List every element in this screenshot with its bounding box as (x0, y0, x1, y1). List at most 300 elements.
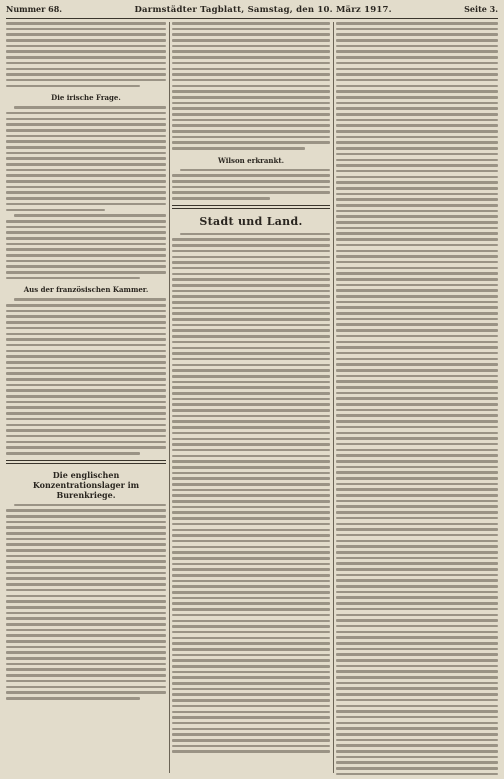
text-line (172, 22, 330, 25)
text-line (172, 102, 330, 105)
text-line (336, 517, 498, 520)
text-line (172, 375, 330, 378)
text-line (336, 136, 498, 139)
text-line (336, 443, 498, 446)
text-line (6, 68, 166, 71)
text-line (172, 466, 330, 469)
text-line (336, 141, 498, 144)
column-middle (172, 22, 330, 775)
text-line (6, 674, 166, 677)
text-line (336, 238, 498, 241)
text-line (6, 243, 166, 246)
text-line (336, 619, 498, 622)
text-line (336, 85, 498, 88)
text-line (6, 304, 166, 307)
article-body (172, 233, 330, 753)
text-line (6, 572, 166, 575)
text-line (336, 631, 498, 634)
text-line (336, 289, 498, 292)
text-line (336, 272, 498, 275)
text-line (6, 350, 166, 353)
text-line (336, 107, 498, 110)
text-line (172, 312, 330, 315)
text-line (336, 45, 498, 48)
text-line (6, 163, 166, 166)
text-line (172, 620, 330, 623)
text-line (336, 432, 498, 435)
text-line (172, 174, 330, 177)
text-line (172, 546, 330, 549)
text-line (336, 773, 498, 775)
text-line (172, 318, 330, 321)
text-line (336, 437, 498, 440)
text-line (336, 50, 498, 53)
text-line (336, 210, 498, 213)
text-line (172, 631, 330, 634)
text-line (336, 574, 498, 577)
text-line (336, 284, 498, 287)
text-line (172, 489, 330, 492)
text-line (172, 460, 330, 463)
text-line (6, 566, 166, 569)
text-line (6, 521, 166, 524)
text-line (6, 315, 166, 318)
text-line (336, 62, 498, 65)
text-line (336, 301, 498, 304)
text-line (6, 333, 166, 336)
text-line (6, 112, 166, 115)
text-line (6, 180, 166, 183)
text-line (336, 534, 498, 537)
text-line (336, 653, 498, 656)
text-line (6, 538, 166, 541)
article-body (6, 106, 166, 279)
text-line (336, 602, 498, 605)
text-line (172, 392, 330, 395)
text-line (6, 254, 166, 257)
text-line (172, 398, 330, 401)
text-line (172, 693, 330, 696)
text-line (336, 591, 498, 594)
text-line (172, 750, 330, 753)
text-line (336, 705, 498, 708)
text-line (172, 676, 330, 679)
text-line (6, 384, 166, 387)
text-line (6, 640, 166, 643)
text-line (172, 381, 330, 384)
text-line (172, 500, 330, 503)
text-line (336, 579, 498, 582)
text-line (336, 181, 498, 184)
text-line (172, 79, 330, 82)
text-line (172, 671, 330, 674)
text-line (6, 56, 166, 59)
text-line (336, 614, 498, 617)
text-line (172, 699, 330, 702)
text-line (336, 392, 498, 395)
text-line (6, 577, 166, 580)
text-line (172, 574, 330, 577)
text-line (6, 45, 166, 48)
text-line (6, 226, 166, 229)
text-line (172, 386, 330, 389)
text-line (6, 372, 166, 375)
text-line (172, 244, 330, 247)
header-rule (6, 18, 498, 19)
text-line (336, 204, 498, 207)
text-line (172, 637, 330, 640)
text-line (6, 401, 166, 404)
text-line (172, 711, 330, 714)
text-line (336, 716, 498, 719)
text-line (172, 534, 330, 537)
text-line (336, 255, 498, 258)
text-line (172, 625, 330, 628)
text-line (14, 298, 166, 301)
text-line (336, 750, 498, 753)
issue-number: Nummer 68. (6, 4, 63, 14)
text-line (336, 562, 498, 565)
text-line (336, 363, 498, 366)
text-line (336, 329, 498, 332)
text-line (172, 290, 330, 293)
text-line (6, 118, 166, 121)
text-line (172, 426, 330, 429)
text-line (172, 352, 330, 355)
text-line (336, 153, 498, 156)
text-line (6, 526, 166, 529)
text-line (14, 106, 166, 109)
text-line (172, 307, 330, 310)
text-line (6, 271, 166, 274)
text-line (6, 277, 140, 280)
text-line (336, 187, 498, 190)
text-line (6, 135, 166, 138)
text-line (6, 344, 166, 347)
text-line (336, 397, 498, 400)
article-heading: Die englischen Konzentrationslager im Burenkriege. (32, 469, 140, 500)
text-line (6, 361, 166, 364)
text-line (336, 164, 498, 167)
text-line (336, 352, 498, 355)
text-line (172, 73, 330, 76)
text-line (6, 663, 166, 666)
text-line (172, 529, 330, 532)
text-line (172, 585, 330, 588)
text-line (336, 756, 498, 759)
text-line (172, 472, 330, 475)
text-line (6, 429, 166, 432)
text-line (172, 341, 330, 344)
column-left (6, 22, 166, 775)
text-line (336, 648, 498, 651)
text-line (336, 386, 498, 389)
text-line (172, 329, 330, 332)
article-heading: Aus der französischen Kammer. (23, 285, 149, 295)
text-line (336, 426, 498, 429)
text-line (172, 568, 330, 571)
text-line (172, 506, 330, 509)
text-line (172, 124, 330, 127)
text-line (6, 39, 166, 42)
text-line (172, 273, 330, 276)
text-line (172, 197, 270, 200)
text-line (336, 73, 498, 76)
text-line (172, 739, 330, 742)
text-line (6, 629, 166, 632)
article-body (336, 22, 498, 775)
text-line (336, 466, 498, 469)
text-line (6, 28, 166, 31)
text-line (6, 79, 166, 82)
text-line (172, 284, 330, 287)
text-line (336, 471, 498, 474)
text-line (6, 174, 166, 177)
text-line (172, 191, 330, 194)
text-line (336, 449, 498, 452)
text-line (172, 438, 330, 441)
text-line (6, 589, 166, 592)
text-line (6, 389, 166, 392)
text-line (336, 130, 498, 133)
text-line (172, 591, 330, 594)
text-line (172, 68, 330, 71)
text-line (336, 494, 498, 497)
text-line (172, 130, 330, 133)
page-number: Seite 3. (464, 4, 498, 14)
text-line (172, 523, 330, 526)
text-line (336, 176, 498, 179)
section-rule (6, 460, 166, 464)
text-line (172, 659, 330, 662)
text-line (6, 651, 166, 654)
text-line (6, 220, 166, 223)
text-line (172, 602, 330, 605)
text-line (336, 56, 498, 59)
text-line (6, 435, 166, 438)
text-line (336, 306, 498, 309)
text-line (6, 555, 166, 558)
text-line (336, 636, 498, 639)
text-line (180, 233, 330, 236)
text-line (172, 557, 330, 560)
text-line (6, 367, 166, 370)
article-heading: Die irische Frage. (51, 93, 121, 103)
text-line (172, 648, 330, 651)
text-line (172, 50, 330, 53)
text-line (336, 420, 498, 423)
text-line (336, 119, 498, 122)
page-header (6, 4, 498, 18)
text-line (172, 517, 330, 520)
text-line (172, 716, 330, 719)
text-line (6, 378, 166, 381)
text-line (336, 545, 498, 548)
text-line (336, 409, 498, 412)
text-line (336, 488, 498, 491)
text-line (6, 197, 166, 200)
text-line (172, 119, 330, 122)
text-line (336, 380, 498, 383)
text-line (336, 403, 498, 406)
text-line (336, 147, 498, 150)
text-line (6, 452, 140, 455)
text-line (6, 146, 166, 149)
text-line (336, 278, 498, 281)
text-line (6, 446, 166, 449)
text-line (336, 596, 498, 599)
text-line (6, 123, 166, 126)
text-line (336, 710, 498, 713)
text-line (336, 585, 498, 588)
text-line (180, 169, 330, 172)
text-line (6, 260, 166, 263)
text-line (172, 745, 330, 748)
text-line (6, 549, 166, 552)
text-line (14, 214, 166, 217)
text-line (172, 261, 330, 264)
text-line (172, 85, 330, 88)
text-line (172, 62, 330, 65)
text-line (336, 159, 498, 162)
text-line (6, 209, 105, 212)
text-line (172, 147, 305, 150)
text-line (336, 551, 498, 554)
text-line (336, 739, 498, 742)
text-line (6, 50, 166, 53)
text-line (336, 215, 498, 218)
text-line (6, 395, 166, 398)
text-line (6, 686, 166, 689)
text-line (172, 364, 330, 367)
text-line (336, 505, 498, 508)
text-line (172, 449, 330, 452)
text-line (336, 568, 498, 571)
text-line (172, 295, 330, 298)
text-line (6, 595, 166, 598)
text-line (6, 152, 166, 155)
text-line (336, 68, 498, 71)
text-line (336, 295, 498, 298)
text-line (336, 733, 498, 736)
text-line (336, 540, 498, 543)
text-line (336, 39, 498, 42)
text-line (6, 73, 166, 76)
text-line (172, 39, 330, 42)
text-line (172, 728, 330, 731)
text-line (336, 557, 498, 560)
text-line (336, 323, 498, 326)
text-line (336, 244, 498, 247)
text-line (336, 198, 498, 201)
text-line (172, 722, 330, 725)
text-line (14, 504, 166, 507)
text-line (336, 744, 498, 747)
text-line (6, 418, 166, 421)
text-line (6, 515, 166, 518)
text-line (6, 129, 166, 132)
text-line (172, 563, 330, 566)
text-line (172, 56, 330, 59)
article-body (6, 504, 166, 700)
text-line (6, 697, 140, 700)
text-line (336, 722, 498, 725)
text-line (6, 140, 166, 143)
text-line (336, 500, 498, 503)
text-line (336, 232, 498, 235)
text-line (6, 617, 166, 620)
text-line (6, 691, 166, 694)
text-line (6, 441, 166, 444)
text-line (336, 312, 498, 315)
text-line (6, 327, 166, 330)
text-line (172, 267, 330, 270)
text-line (6, 612, 166, 615)
text-line (172, 432, 330, 435)
text-line (172, 33, 330, 36)
text-line (6, 657, 166, 660)
text-line (336, 341, 498, 344)
text-line (336, 414, 498, 417)
text-line (172, 443, 330, 446)
text-line (336, 642, 498, 645)
text-line (336, 28, 498, 31)
text-line (172, 324, 330, 327)
text-line (172, 455, 330, 458)
text-line (172, 238, 330, 241)
text-line (336, 250, 498, 253)
text-line (336, 79, 498, 82)
text-line (6, 191, 166, 194)
text-line (172, 415, 330, 418)
text-line (336, 170, 498, 173)
text-line (336, 358, 498, 361)
text-line (6, 600, 166, 603)
text-line (172, 180, 330, 183)
text-line (172, 665, 330, 668)
text-line (6, 169, 166, 172)
text-line (336, 511, 498, 514)
text-line (172, 107, 330, 110)
text-line (6, 668, 166, 671)
text-line (172, 141, 330, 144)
text-line (336, 318, 498, 321)
masthead-line: Darmstädter Tagblatt, Samstag, den 10. März 1917. (134, 5, 392, 15)
text-line (336, 221, 498, 224)
text-line (172, 682, 330, 685)
text-line (336, 335, 498, 338)
text-line (336, 261, 498, 264)
text-line (336, 375, 498, 378)
text-line (172, 403, 330, 406)
text-line (336, 460, 498, 463)
text-line (336, 528, 498, 531)
column-divider (169, 22, 170, 773)
text-line (172, 90, 330, 93)
text-line (172, 301, 330, 304)
text-line (6, 231, 166, 234)
text-line (172, 409, 330, 412)
text-line (6, 157, 166, 160)
text-line (172, 705, 330, 708)
text-line (172, 642, 330, 645)
text-line (6, 606, 166, 609)
text-line (336, 454, 498, 457)
text-line (6, 265, 166, 268)
text-line (6, 424, 166, 427)
text-line (336, 659, 498, 662)
section-heading: Stadt und Land. (199, 214, 303, 228)
